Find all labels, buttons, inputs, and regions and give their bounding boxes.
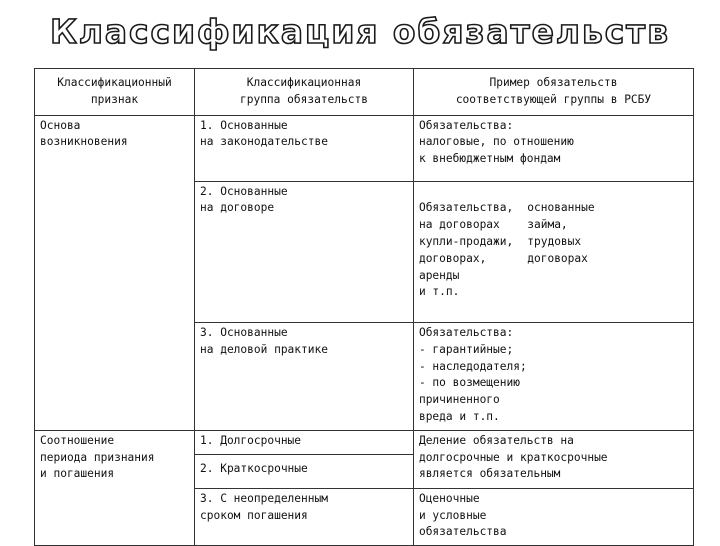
group-cell: 2. Основанные на договоре bbox=[195, 181, 414, 322]
group-cell: 1. Долгосрочные bbox=[195, 430, 414, 454]
example-cell: Оценочные и условные обязательства bbox=[413, 488, 693, 545]
criterion-cell: Основа возникновения bbox=[35, 115, 195, 430]
header-group: Классификационная группа обязательств bbox=[195, 69, 414, 116]
table-row bbox=[35, 430, 694, 454]
classification-table bbox=[34, 68, 694, 546]
table-row bbox=[35, 115, 694, 181]
criterion-cell: Соотношение периода признания и погашения bbox=[35, 430, 195, 545]
page-title-text: Классификация обязательств bbox=[50, 12, 670, 51]
example-cell-left: Обязательства, на договорах купли-продажи, договорах, аренды и т.п. bbox=[418, 201, 514, 299]
group-cell: 1. Основанные на законодательстве bbox=[195, 115, 414, 181]
group-cell: 3. С неопределенным сроком погашения bbox=[195, 488, 414, 545]
example-cell-right: основанные займа, трудовых договорах bbox=[527, 201, 595, 265]
group-cell: 3. Основанные на деловой практике bbox=[195, 322, 414, 430]
header-example: Пример обязательств соответствующей группы в РСБУ bbox=[413, 69, 693, 116]
header-criterion: Классификационный признак bbox=[35, 69, 195, 116]
example-cell bbox=[413, 181, 693, 322]
example-cell: Обязательства: налоговые, по отношению к внебюджетным фондам bbox=[413, 115, 693, 181]
example-cell: Обязательства: - гарантийные; - наследодателя; - по возмещению причиненного вреда и т.п. bbox=[413, 322, 693, 430]
group-cell: 2. Краткосрочные bbox=[195, 454, 414, 488]
example-cell: Деление обязательств на долгосрочные и краткосрочные является обязательным bbox=[413, 430, 693, 488]
table-header-row bbox=[35, 69, 694, 116]
page-title bbox=[0, 6, 720, 52]
